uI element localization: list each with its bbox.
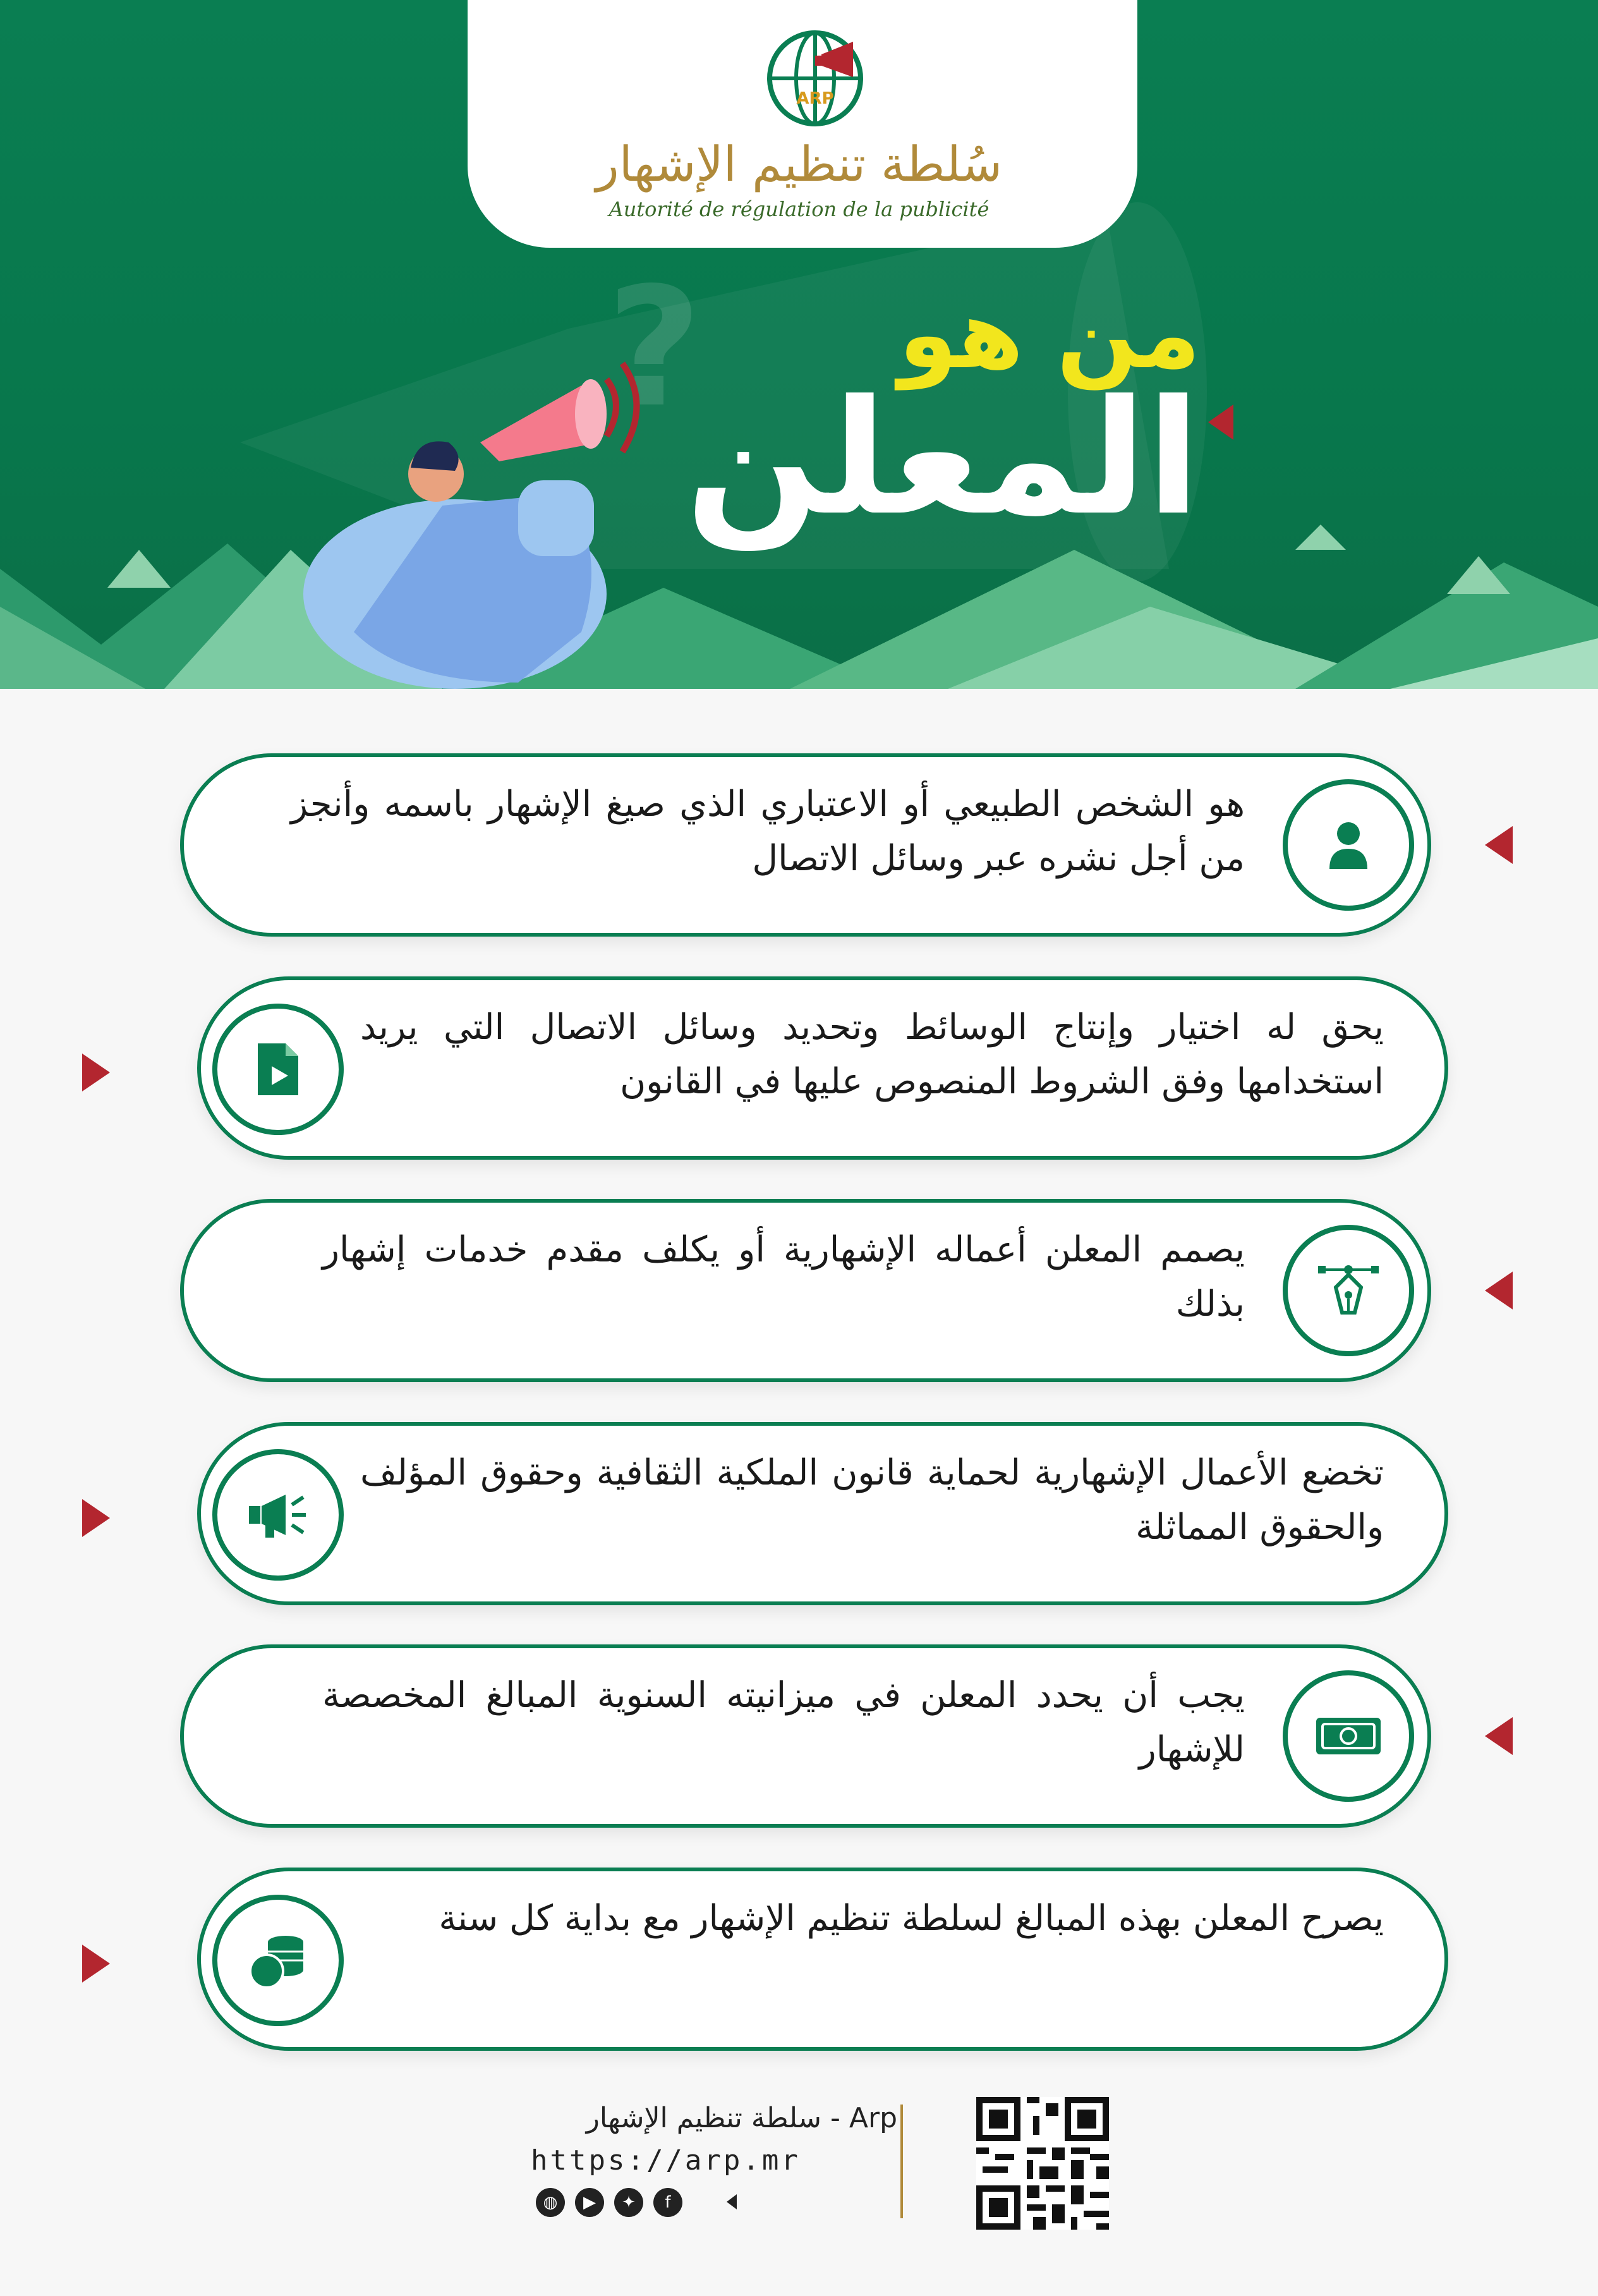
qr-code-image (976, 2097, 1109, 2230)
footer-url[interactable]: https://arp.mr (531, 2144, 801, 2177)
marker-triangle-4 (82, 1499, 110, 1537)
arp-globe-logo-icon (765, 28, 866, 129)
info-text-3: يصمم المعلن أعماله الإشهارية أو يكلف مقدم خدمات إشهار بذلك (322, 1229, 1245, 1325)
title-marker-triangle (1208, 404, 1233, 440)
user-icon (1283, 779, 1414, 911)
marker-triangle-5 (1485, 1717, 1513, 1755)
title-question: من هو (898, 280, 1201, 390)
logo-badge: ARP (796, 89, 834, 108)
coins-icon (212, 1895, 344, 2026)
info-text-6: يصرح المعلن بهذه المبالغ لسلطة تنظيم الإشهار مع بداية كل سنة (439, 1898, 1384, 1939)
globe-icon[interactable]: ◍ (536, 2188, 565, 2217)
info-text-2: يحق له اختيار وإنتاج الوسائط وتحديد وسائل الاتصال التي يريد استخدامها وفق الشروط المنصوص عليها في القانون (360, 1007, 1384, 1102)
logo-arabic-name: سُلطة تنظيم الإشهار (595, 136, 1003, 192)
banknote-icon (1283, 1670, 1414, 1802)
logo-french-name: Autorité de régulation de la publicité (608, 197, 990, 221)
facebook-icon[interactable]: f (653, 2188, 682, 2217)
twitter-icon[interactable]: ✦ (614, 2188, 643, 2217)
hero-banner (0, 0, 1598, 689)
footer-divider (900, 2105, 903, 2218)
page-title: المعلن (685, 366, 1201, 550)
info-text-4: تخضع الأعمال الإشهارية لحماية قانون الملكية الثقافية وحقوق المؤلف والحقوق المماثلة (360, 1452, 1384, 1548)
info-text-1: هو الشخص الطبيعي أو الاعتباري الذي صيغ الإشهار باسمه وأنجز من أجل نشره عبر وسائل الاتصال (291, 784, 1245, 879)
youtube-icon[interactable]: ▶ (575, 2188, 604, 2217)
media-file-icon (212, 1004, 344, 1135)
marker-triangle-3 (1485, 1272, 1513, 1309)
pen-tool-icon (1283, 1225, 1414, 1356)
svg-text:?: ? (607, 253, 702, 444)
info-text-5: يجب أن يحدد المعلن في ميزانيته السنوية المبالغ المخصصة للإشهار (322, 1675, 1245, 1770)
megaphone-icon (212, 1449, 344, 1581)
marker-triangle-2 (82, 1054, 110, 1091)
footer-marker-triangle (727, 2194, 737, 2209)
marker-triangle-1 (1485, 826, 1513, 864)
marker-triangle-6 (82, 1945, 110, 1983)
footer-org-name: سلطة تنظيم الإشهار - Arp (586, 2102, 897, 2134)
